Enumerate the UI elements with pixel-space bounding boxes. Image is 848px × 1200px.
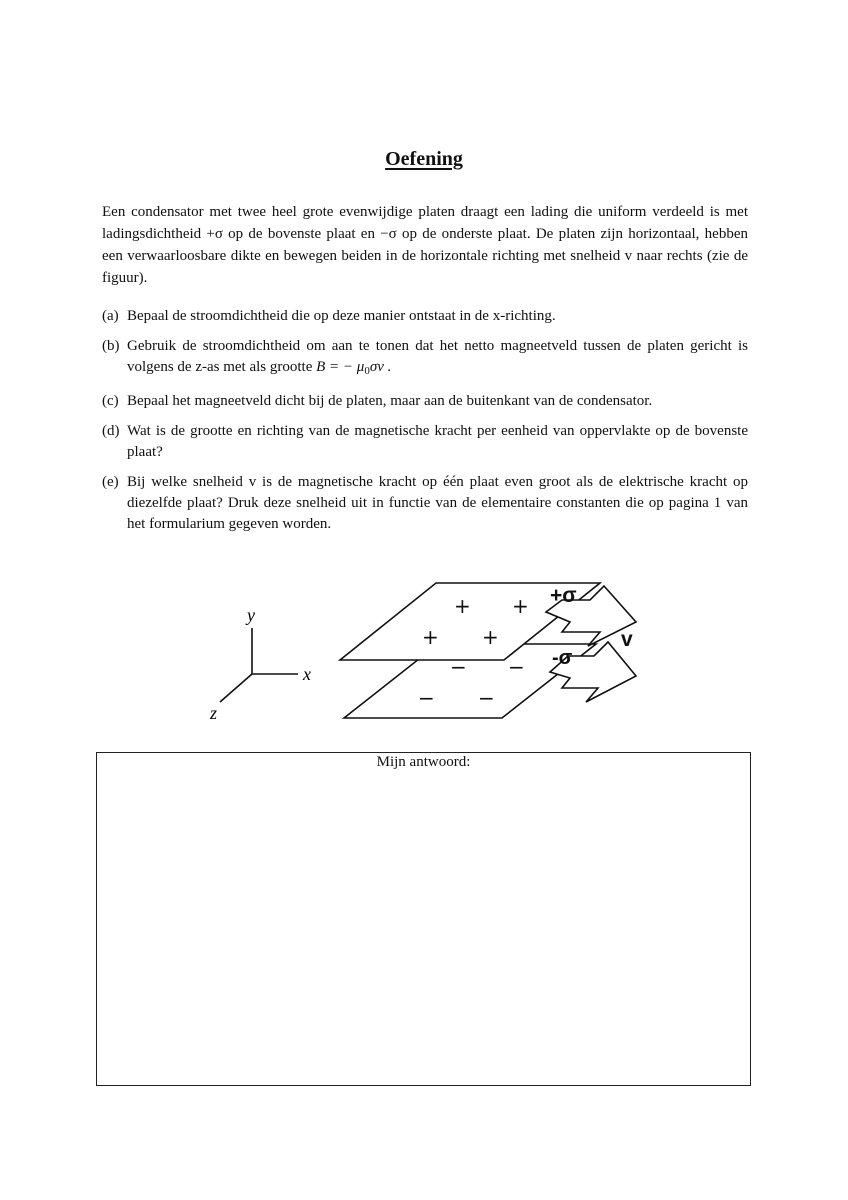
question-list [102,306,748,544]
question-label: (e) [102,474,119,490]
minus-sign: − [508,655,525,679]
plus-sign: + [454,594,471,618]
formula: B = − $\mu_0\sigma v$ . [316,359,392,377]
z-axis-label: z [210,703,218,723]
question-b [102,336,748,382]
answer-box[interactable] [96,752,751,1086]
y-axis-label: y [247,605,255,625]
answer-label: Mijn antwoord: [376,754,471,770]
question-text: Gebruik de stroomdichtheid om aan te tonen dat het netto magneetveld tussen de platen gericht is volgens de z-as met als grootte [127,338,748,375]
question-label: (a) [102,308,119,324]
formula-subscript: 0 [364,365,370,377]
minus-sign: − [478,686,495,710]
minus-sign: − [450,655,467,679]
question-a [102,306,748,327]
intro-paragraph: Een condensator met twee heel grote evenwijdige platen draagt een lading die uniform verdeeld is met ladingsdichtheid +σ op de bovenste plaat en −σ op de onderste plaat. De platen zijn horizontaal, hebben een verwaarloosbare dikte en bewegen beiden in de horizontale richting met snelheid v naar rechts (zie de figuur). [102,204,748,286]
question-label: (c) [102,393,119,409]
plus-sign: + [422,625,439,649]
velocity-label: v [621,628,633,651]
question-text: Bij welke snelheid v is de magnetische kracht op één plaat even groot als de elektrische kracht op diezelfde plaat? Druk deze snelheid uit in functie van de elementaire constanten die op pagina 1 van het formularium gegeven worden. [127,474,748,532]
question-c [102,391,748,412]
question-label: (b) [102,338,120,354]
axes-diagram [220,628,298,702]
question-label: (d) [102,423,120,439]
page-title: Oefening [385,148,463,170]
question-e [102,472,748,535]
plus-sign: + [482,625,499,649]
capacitor-figure [190,572,650,732]
minus-sign: − [418,686,435,710]
plus-sign: + [512,594,529,618]
question-text: Bepaal het magneetveld dicht bij de platen, maar aan de buitenkant van de condensator. [127,393,653,409]
bottom-plate-label: -σ [552,647,573,669]
z-axis-line [220,674,252,702]
question-text: Bepaal de stroomdichtheid die op deze manier ontstaat in de x-richting. [127,308,556,324]
question-d [102,421,748,463]
top-plate-label: +σ [550,584,577,607]
question-text: Wat is de grootte en richting van de magnetische kracht per eenheid van oppervlakte op de bovenste plaat? [127,423,748,460]
x-axis-label: x [303,664,311,684]
